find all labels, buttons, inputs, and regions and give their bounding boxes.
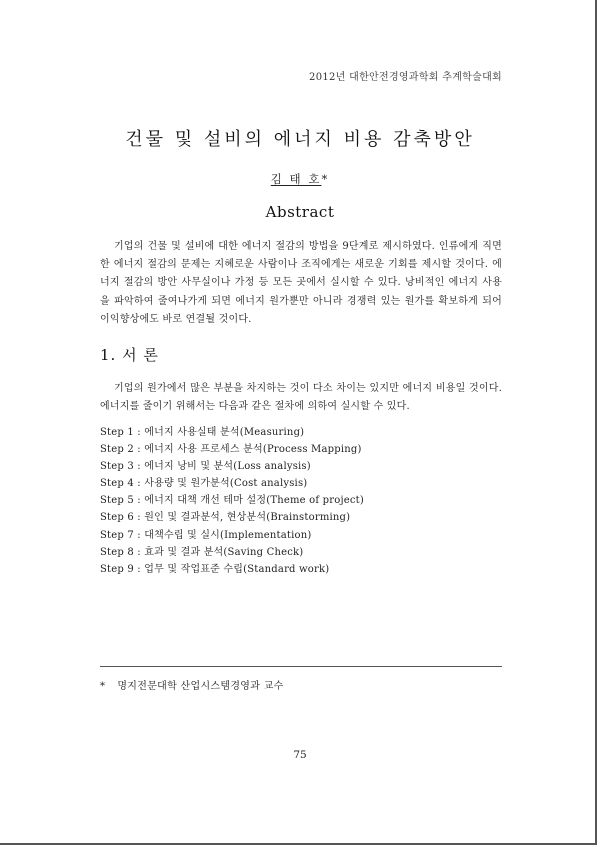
step-item: Step 2 : 에너지 사용 프로세스 분석(Process Mapping) (100, 444, 362, 456)
step-item: Step 8 : 효과 및 결과 분석(Saving Check) (100, 546, 304, 558)
paper-title: 건물 및 설비의 에너지 비용 감축방안 (125, 129, 475, 150)
step-item: Step 6 : 원인 및 결과분석, 현상분석(Brainstorming) (100, 512, 351, 524)
abstract-body: 기업의 건물 및 설비에 대한 에너지 절감의 방법을 9단계로 제시하였다. 인류에게 직면한 에너지 절감의 문제는 지혜로운 사람이나 조직에게는 새로운 기회를 제시할 것이다. 에너지 절감의 방안 사무실이나 가정 등 모든 곳에서 실시할 수 있다. 낭비적인 에너지 사용을 파악하여 줄여나가게 되면 에너지 원가뿐만 아니라 경쟁력 있는 원가를 확보하게 되어 이익향상에도 바로 연결될 것이다. (100, 241, 502, 325)
steps-list (100, 424, 502, 578)
step-item: Step 3 : 에너지 낭비 및 분석(Loss analysis) (100, 461, 311, 473)
step-item: Step 1 : 에너지 사용실태 분석(Measuring) (100, 427, 305, 438)
author-line (0, 171, 600, 187)
footnote-mark: * (100, 681, 106, 692)
footnote-text: 명지전문대학 산업시스템경영과 교수 (117, 681, 284, 692)
section-heading-introduction: 1. 서 론 (100, 346, 159, 364)
abstract-heading: Abstract (265, 203, 335, 221)
footnote (100, 677, 284, 692)
step-item: Step 7 : 대책수립 및 실시(Implementation) (100, 529, 312, 541)
footnote-divider (100, 666, 502, 667)
page-number: 75 (293, 749, 307, 761)
step-item: Step 9 : 업무 및 작업표준 수립(Standard work) (100, 563, 330, 575)
step-item: Step 5 : 에너지 대책 개선 테마 설정(Theme of project) (100, 495, 364, 507)
step-item: Step 4 : 사용량 및 원가분석(Cost analysis) (100, 478, 308, 490)
author-name: 김 태 호 (270, 172, 322, 186)
introduction-paragraph: 기업의 원가에서 많은 부분을 차지하는 것이 다소 차이는 있지만 에너지 비용일 것이다. 에너지를 줄이기 위해서는 다음과 같은 절차에 의하여 실시할 수 있다. (100, 383, 502, 413)
running-header: 2012년 대한안전경영과학회 추계학술대회 (309, 72, 502, 83)
author-affiliation-mark: * (321, 172, 330, 186)
